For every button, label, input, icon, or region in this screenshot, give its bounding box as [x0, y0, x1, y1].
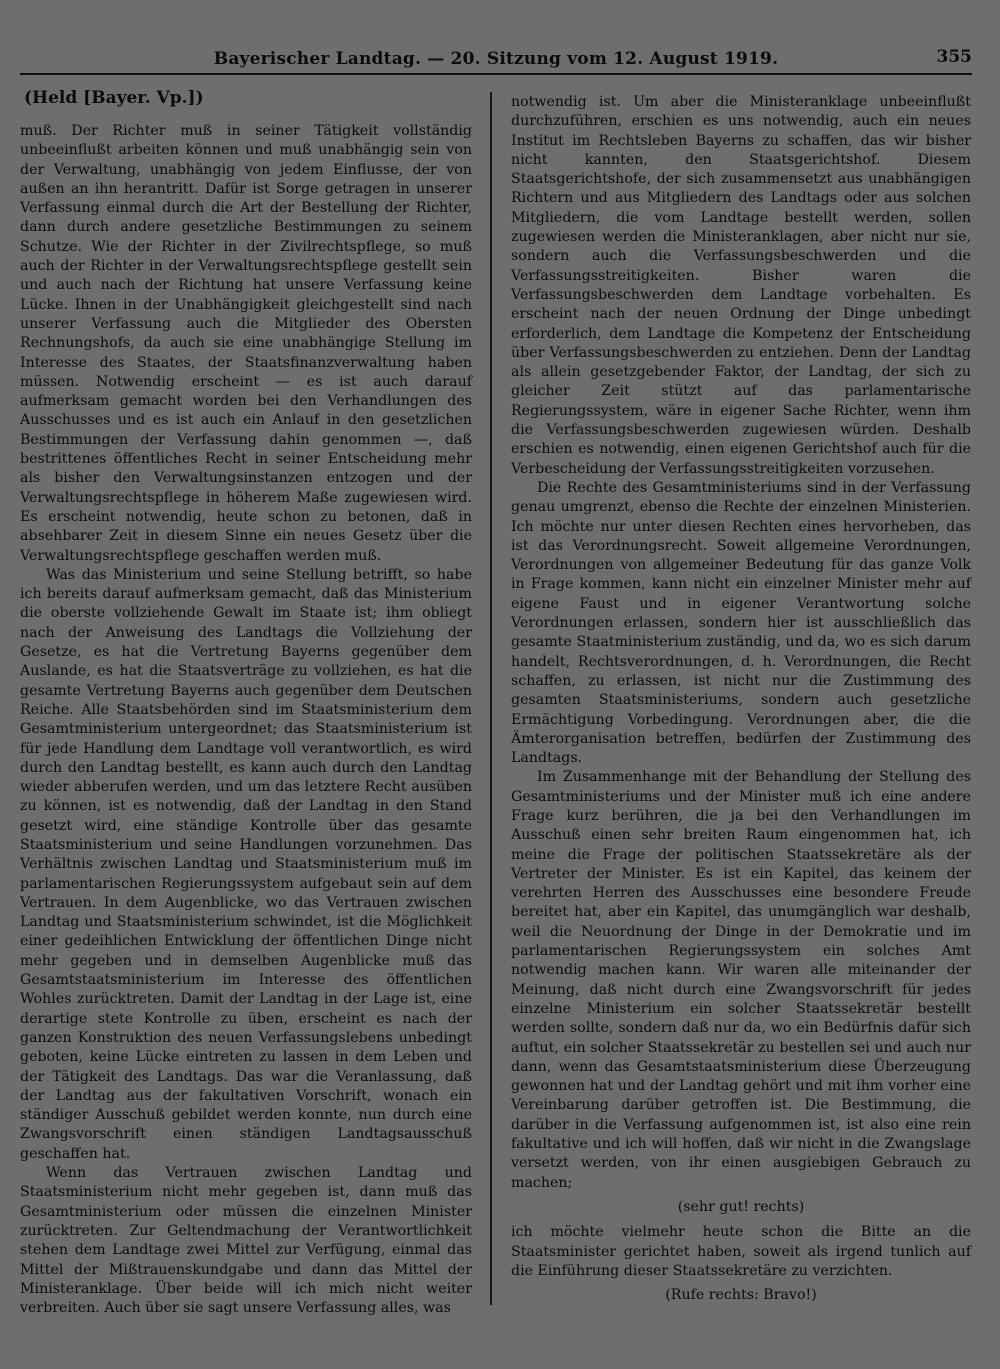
paragraph: ich möchte vielmehr heute schon die Bitte an die Staatsminister gerichtet haben, soweit als irgend tunlich auf die Einführung dieser Staatssekretäre zu verzichten. [511, 1224, 971, 1279]
interjection: (sehr gut! rechts) [677, 1198, 805, 1215]
paragraph: notwendig ist. Um aber die Ministeranklage unbeeinflußt durchzuführen, erschien es uns notwendig, auch ein neues Institut im Rechtsleben Bayerns zu schaffen, das wir bisher nicht kannten, den Staatsgerichtshof. Diesem Staatsgerichtshofe, der sich zusammensetzt aus unabhängigen Richtern und aus Mitgliedern des Landtags oder aus solchen Mitgliedern, die vom Landtage bestellt werden, sollen zugewiesen werden die Ministeranklagen, aber nicht nur sie, sondern auch die Verfassungsbeschwerden und die Verfassungsstreitigkeiten. Bisher waren die Verfassungsbeschwerden dem Landtage vorbehalten. Es erscheint nach der neuen Ordnung der Dinge unbedingt erforderlich, dem Landtage die Kompetenz der Entscheidung über Verfassungsbeschwerden zu entziehen. Denn der Landtag als allein gesetzgebender Faktor, der Landtag, der sich zu gleicher Zeit stützt auf das parlamentarische Regierungssystem, wäre in eigener Sache Richter, wenn ihm die Verfassungsbeschwerden zugewiesen würden. Deshalb erschien es notwendig, einen eigenen Gerichtshof auch für die Verbescheidung der Verfassungsstreitigkeiten vorzusehen. [511, 94, 971, 477]
paragraph: Was das Ministerium und seine Stellung betrifft, so habe ich bereits darauf aufmerksam gemacht, daß das Ministerium die oberste vollziehende Gewalt im Staate ist; ihm obliegt nach der Anweisung des Landtags die Vollziehung der Gesetze, es hat die Vertretung Bayerns gegenüber dem Auslande, es hat die Staatsverträge zu vollziehen, es hat die gesamte Vertretung Bayerns auch gegenüber dem Deutschen Reiche. Alle Staatsbehörden sind im Staatsministerium dem Gesamtministerium untergeordnet; das Staatsministerium ist für jede Handlung dem Landtage voll verantwortlich, es wird durch den Landtag bestellt, es kann auch durch den Landtag wieder abberufen werden, und um das letztere Recht ausüben zu können, ist es notwendig, daß der Landtag in den Stand gesetzt wird, eine ständige Kontrolle über das gesamte Staatsministerium und seine Handlungen vorzunehmen. Das Verhältnis zwischen Landtag und Staatsministerium muß im parlamentarischen Regierungssystem aufgebaut sein auf dem Vertrauen. In dem Augenblicke, wo das Vertrauen zwischen Landtag und Staatsministerium schwindet, ist die Möglichkeit einer gedeihlichen Entwicklung der öffentlichen Dinge nicht mehr gegeben und in demselben Augenblicke muß das Gesamtstaatsministerium im Interesse des öffentlichen Wohles zurücktreten. Damit der Landtag in der Lage ist, eine derartige stete Kontrolle zu üben, erscheint es nach der ganzen Konstruktion des neuen Verfassungslebens unbedingt geboten, keine Lücke eintreten zu lassen in dem Leben und der Tätigkeit des Landtags. Das war die Veranlassung, daß der Landtag aus der fakultativen Vorschrift, wonach ein ständiger Ausschuß gebildet werden konnte, nun durch eine Zwangsvorschrift einen ständigen Landtagsausschuß geschaffen hat. [20, 566, 472, 1162]
column-divider [490, 92, 492, 1305]
page-header [20, 47, 972, 75]
paragraph: Wenn das Vertrauen zwischen Landtag und Staatsministerium nicht mehr gegeben ist, dann muß das Gesamtministerium oder müssen die einzelnen Minister zurücktreten. Zur Geltendmachung der Verantwortlichkeit stehen dem Landtage zwei Mittel zur Verfügung, einmal das Mittel der Mißtrauenskundgabe und dann das Mittel der Ministeranklage. Über beide will ich mich nicht weiter verbreiten. Auch über sie sagt unsere Verfassung alles, was [20, 1165, 472, 1317]
speaker-label: (Held [Bayer. Vp.]) [24, 88, 204, 108]
paragraph: Im Zusammenhange mit der Behandlung der Stellung des Gesamtministeriums und der Minister muß ich eine andere Frage kurz berühren, die ja bei den Verhandlungen im Ausschuß einen sehr breiten Raum eingenommen hat, ich meine die Frage der politischen Staatssekretäre als der Vertreter der Minister. Es ist ein Kapitel, das keinem der verehrten Herren des Ausschusses eine besondere Freude bereitet hat, aber ein Kapitel, das unumgänglich war deshalb, weil die Neuordnung der Dinge in der Demokratie und im parlamentarischen Regierungssystem ein solches Amt notwendig machen kann. Wir waren alle miteinander der Meinung, daß nicht durch eine Zwangsvorschrift für jedes einzelne Ministerium ein solcher Staatssekretär bestellt werden sollte, sondern daß nur da, wo ein Bedürfnis dafür sich auftut, ein solcher Staatssekretär zu bestellen sei und auch nur dann, wenn das Gesamtstaatsministerium diese Überzeugung gewonnen hat und der Landtag gehört und mit ihm vorher eine Vereinbarung darüber getroffen ist. Die Bestimmung, die darüber in die Verfassung aufgenommen ist, ist also eine rein fakultative und ich will hoffen, daß wir nicht in die Zwangslage versetzt werden, von ihr einen ausgiebigen Gebrauch zu machen; [511, 769, 971, 1191]
interjection: (Rufe rechts: Bravo!) [665, 1287, 817, 1304]
right-column [511, 93, 971, 1311]
page-number: 355 [936, 47, 972, 67]
running-title: Bayerischer Landtag. — 20. Sitzung vom 12. August 1919. [213, 49, 779, 69]
paragraph: muß. Der Richter muß in seiner Tätigkeit vollständig unbeeinflußt arbeiten können und muß unabhängig sein von der Verwaltung, unabhängig von jedem Einflusse, der von außen an ihn herantritt. Dafür ist Sorge getragen in unserer Verfassung einmal durch die Art der Bestellung der Richter, dann durch andere gesetzliche Bestimmungen zu seinem Schutze. Wie der Richter in der Zivilrechtspflege, so muß auch der Richter in der Verwaltungsrechtspflege gestellt sein und auch nach der Richtung hat unsere Verfassung keine Lücke. Ihnen in der Unabhängigkeit gleichgestellt sind nach unserer Verfassung auch die Mitglieder des Obersten Rechnungshofs, da auch sie eine unabhängige Stellung im Interesse des Staates, der Staatsfinanzverwaltung haben müssen. Notwendig erscheint — es ist auch darauf aufmerksam gemacht worden bei den Verhandlungen des Ausschusses und es ist auch ein Anlauf in den gesetzlichen Bestimmungen der Verfassung dahin genommen —, daß bestrittenes öffentliches Recht in seiner Entscheidung mehr als bisher den Verwaltungsinstanzen entzogen und der Verwaltungsrechtspflege in höherem Maße zugewiesen wird. Es erscheint notwendig, heute schon zu betonen, daß in absehbarer Zeit in diesem Sinne ein neues Gesetz über die Verwaltungsrechtspflege geschaffen werden muß. [20, 123, 472, 564]
left-column [20, 88, 472, 1318]
paragraph: Die Rechte des Gesamtministeriums sind in der Verfassung genau umgrenzt, ebenso die Rechte der einzelnen Ministerien. Ich möchte nur unter diesen Rechten eines hervorheben, das ist das Verordnungsrecht. Soweit allgemeine Verordnungen, Verordnungen von allgemeiner Bedeutung für das ganze Volk in Frage kommen, kann nicht ein einzelner Minister mehr auf eigene Faust und in eigener Verantwortung solche Verordnungen erlassen, sondern hier ist ausschließlich das gesamte Staatministerium zuständig, und da, wo es sich darum handelt, Rechtsverordnungen, d. h. Verordnungen, die Recht schaffen, zu erlassen, ist nicht nur die Zustimmung des gesamten Staatsministeriums, sondern auch gesetzliche Ermächtigung Vorbedingung. Verordnungen aber, die die Ämterorganisation betreffen, bedürfen der Zustimmung des Landtags. [511, 479, 971, 767]
